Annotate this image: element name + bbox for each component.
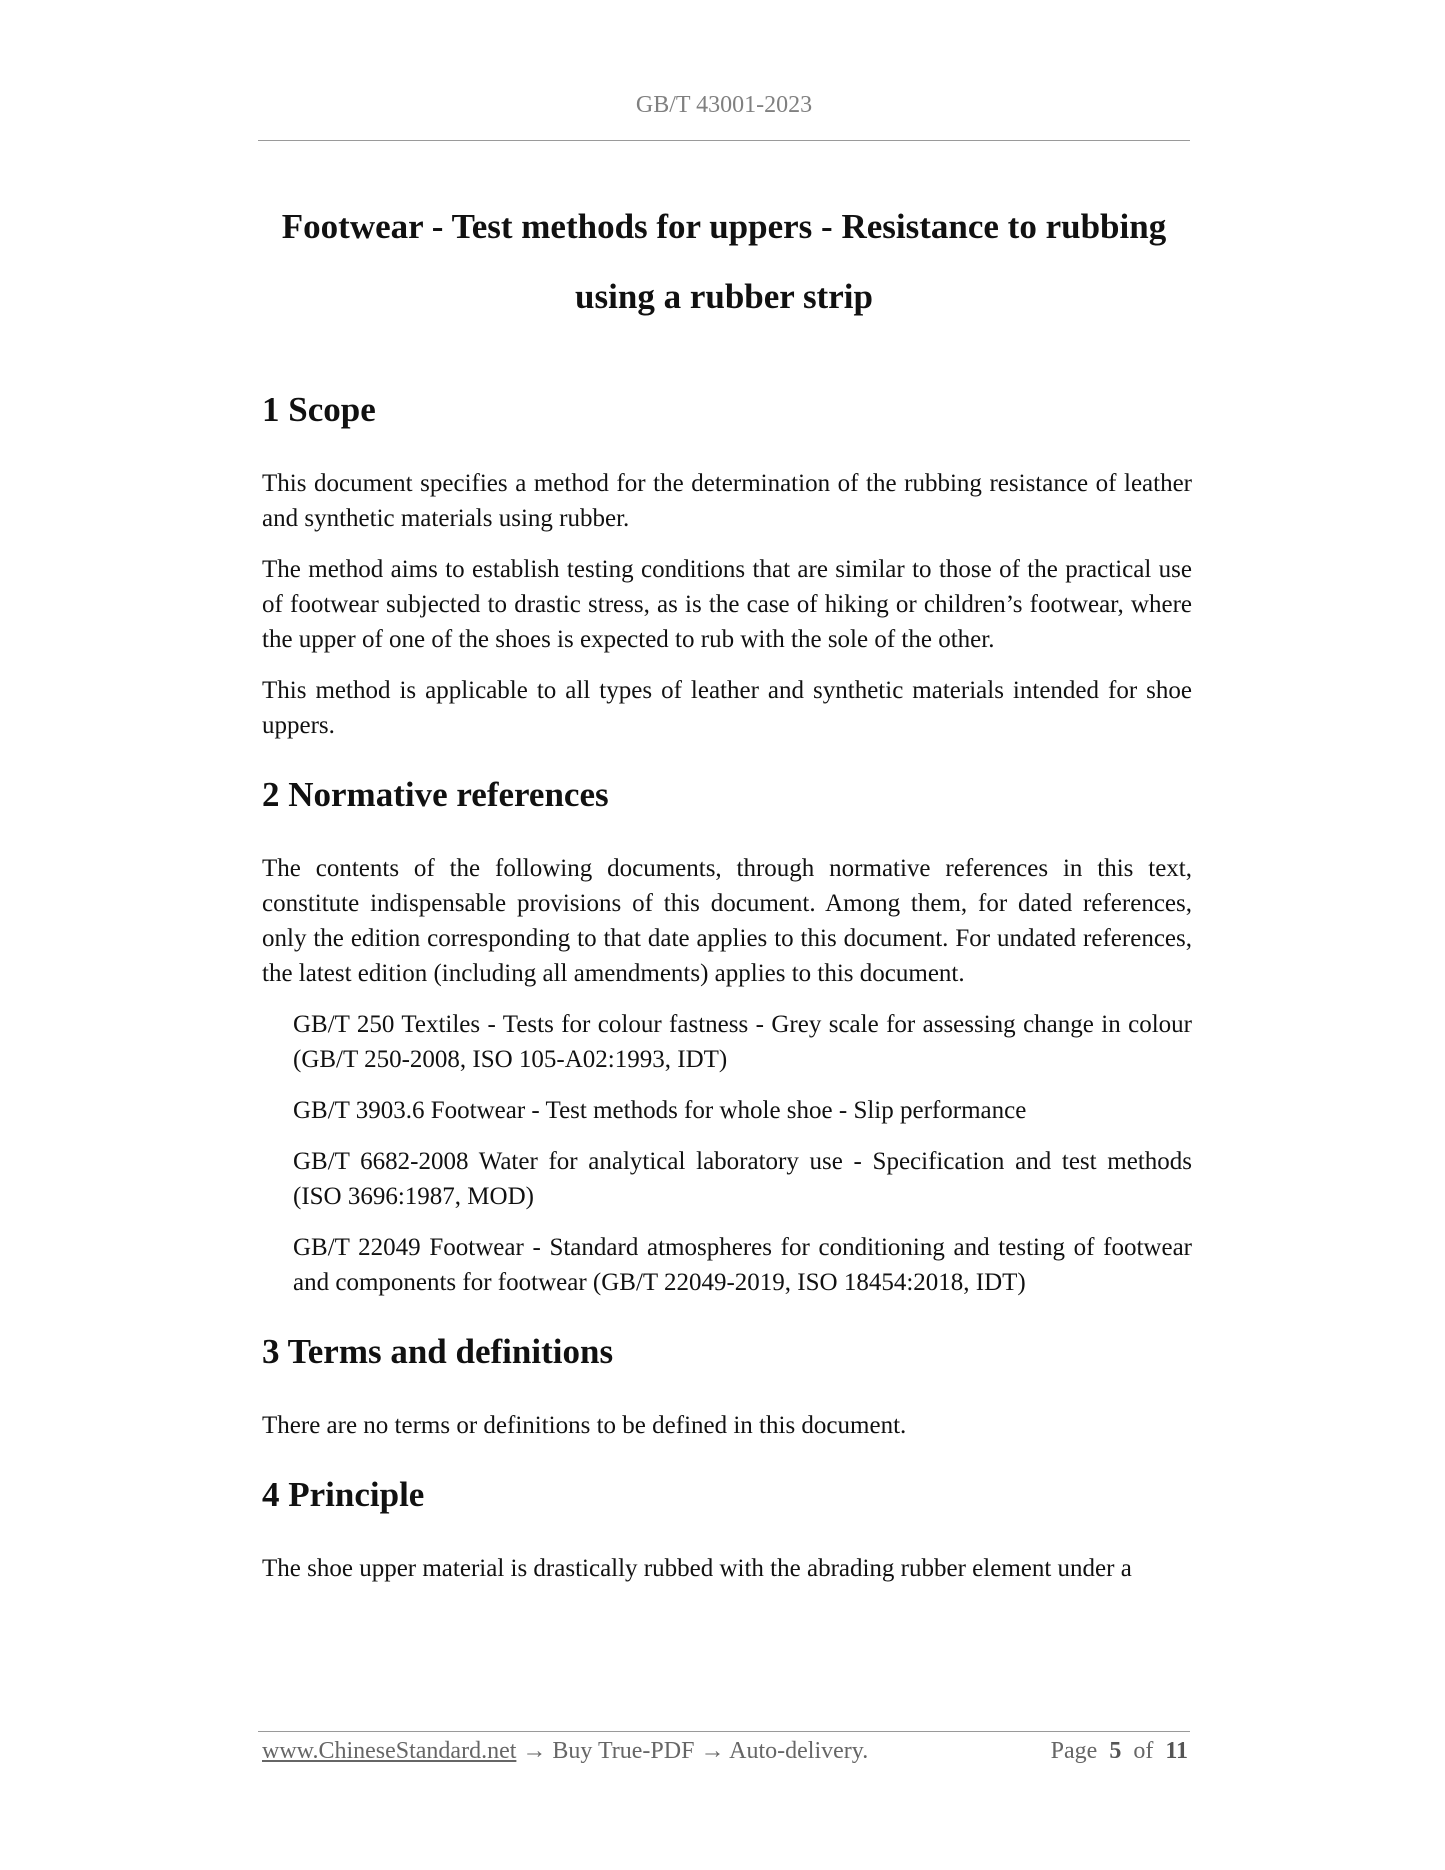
section-heading-normative-references: 2 Normative references (262, 775, 609, 814)
title-line-2: using a rubber strip (575, 277, 873, 316)
normative-references-paragraph: The contents of the following documents, through normative references in this text, constitute indispensable provisions of this document. Among them, for dated references, only the edition corresponding to that date applies to this document. For undated references, the latest edition (including all amendments) applies to this document. (262, 855, 1192, 987)
document-body (262, 388, 1192, 1586)
of-label: of (1133, 1738, 1154, 1764)
page-header: GB/T 43001-2023 (635, 92, 813, 118)
scope-paragraph-1: This document specifies a method for the determination of the rubbing resistance of leather and synthetic materials using rubber. (262, 470, 1192, 532)
scope-paragraph-3: This method is applicable to all types of leather and synthetic materials intended for shoe uppers. (262, 677, 1192, 739)
principle-paragraph: The shoe upper material is drastically rubbed with the abrading rubber element under a (262, 1555, 1132, 1582)
current-page: 5 (1109, 1738, 1122, 1764)
document-title (258, 192, 1190, 332)
terms-paragraph: There are no terms or definitions to be defined in this document. (262, 1412, 907, 1439)
footer-left (262, 1734, 868, 1768)
total-pages: 11 (1165, 1738, 1188, 1764)
delivery-text: Auto-delivery. (729, 1738, 869, 1764)
page-number (1051, 1734, 1188, 1768)
page-label: Page (1050, 1738, 1098, 1764)
page-footer (262, 1734, 1188, 1768)
header-divider (258, 140, 1190, 141)
reference-item: GB/T 22049 Footwear - Standard atmospheres for conditioning and testing of footwear and components for footwear (GB/T 22049-2019, ISO 18454:2018, IDT) (293, 1234, 1192, 1296)
arrow-right-icon: → (522, 1738, 547, 1764)
website-link[interactable]: www.ChineseStandard.net (262, 1738, 517, 1764)
buy-text: Buy True-PDF (552, 1738, 695, 1764)
reference-item: GB/T 250 Textiles - Tests for colour fastness - Grey scale for assessing change in colour (GB/T 250-2008, ISO 105-A02:1993, IDT) (293, 1011, 1192, 1073)
reference-item: GB/T 3903.6 Footwear - Test methods for whole shoe - Slip performance (293, 1097, 1027, 1124)
title-line-1: Footwear - Test methods for uppers - Resistance to rubbing (281, 207, 1167, 246)
footer-divider (258, 1731, 1190, 1732)
reference-item: GB/T 6682-2008 Water for analytical laboratory use - Specification and test methods (ISO 3696:1987, MOD) (293, 1148, 1192, 1210)
section-heading-principle: 4 Principle (262, 1475, 425, 1514)
scope-paragraph-2: The method aims to establish testing conditions that are similar to those of the practical use of footwear subjected to drastic stress, as is the case of hiking or children’s footwear, where the upper of one of the shoes is expected to rub with the sole of the other. (262, 556, 1192, 653)
section-heading-scope: 1 Scope (262, 390, 376, 429)
arrow-right-icon: → (700, 1738, 725, 1764)
section-heading-terms-and-definitions: 3 Terms and definitions (262, 1332, 614, 1371)
